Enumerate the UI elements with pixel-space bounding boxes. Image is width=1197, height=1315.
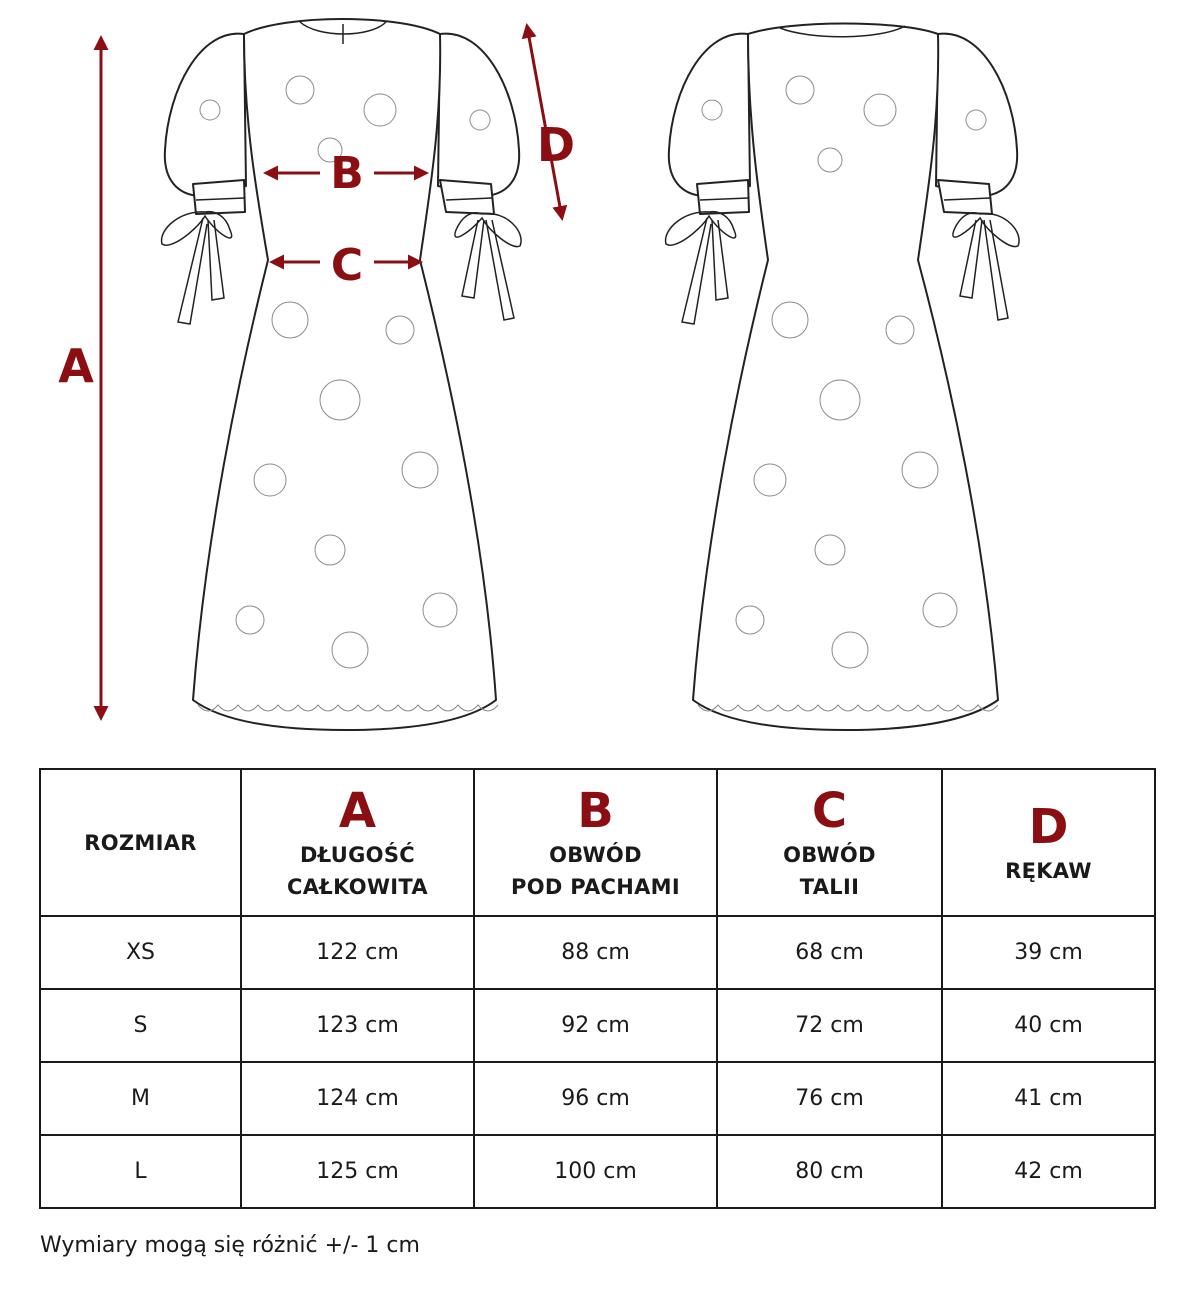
column-letter: C (811, 782, 848, 839)
value-cell: 124 cm (241, 1062, 474, 1135)
column-header-c (717, 769, 942, 916)
column-name: OBWÓD TALII (783, 842, 876, 899)
value-cell: 41 cm (942, 1062, 1155, 1135)
value-cell: 72 cm (717, 989, 942, 1062)
size-cell: S (40, 989, 241, 1062)
table-header-row (40, 769, 1155, 916)
value-cell: 96 cm (474, 1062, 717, 1135)
column-letter: A (338, 782, 377, 839)
measure-b-label: B (330, 148, 364, 199)
column-name: RĘKAW (1005, 858, 1092, 883)
column-letter: B (577, 782, 614, 839)
value-cell: 88 cm (474, 916, 717, 989)
measure-c-label: C (330, 240, 364, 291)
size-cell: L (40, 1135, 241, 1208)
value-cell: 92 cm (474, 989, 717, 1062)
column-header-b (474, 769, 717, 916)
value-cell: 42 cm (942, 1135, 1155, 1208)
column-name: DŁUGOŚĆ CAŁKOWITA (287, 842, 428, 899)
size-column-header (40, 769, 241, 916)
measure-d-label: D (536, 118, 576, 172)
size-chart-table (39, 768, 1156, 1209)
value-cell: 40 cm (942, 989, 1155, 1062)
value-cell: 125 cm (241, 1135, 474, 1208)
table-row (40, 1135, 1155, 1208)
column-header-d (942, 769, 1155, 916)
value-cell: 76 cm (717, 1062, 942, 1135)
measure-a-label: A (58, 339, 94, 393)
column-header-a (241, 769, 474, 916)
value-cell: 123 cm (241, 989, 474, 1062)
value-cell: 80 cm (717, 1135, 942, 1208)
size-cell: XS (40, 916, 241, 989)
dress-front-illustration (162, 19, 522, 730)
measurement-tolerance-note: Wymiary mogą się różnić +/- 1 cm (40, 1233, 420, 1258)
column-name: OBWÓD POD PACHAMI (511, 842, 680, 899)
column-letter: D (1028, 798, 1069, 855)
dress-back-illustration (666, 24, 1020, 731)
value-cell: 100 cm (474, 1135, 717, 1208)
size-header-label: ROZMIAR (84, 830, 197, 855)
table-row (40, 916, 1155, 989)
table-row (40, 989, 1155, 1062)
value-cell: 68 cm (717, 916, 942, 989)
size-cell: M (40, 1062, 241, 1135)
value-cell: 39 cm (942, 916, 1155, 989)
table-row (40, 1062, 1155, 1135)
value-cell: 122 cm (241, 916, 474, 989)
